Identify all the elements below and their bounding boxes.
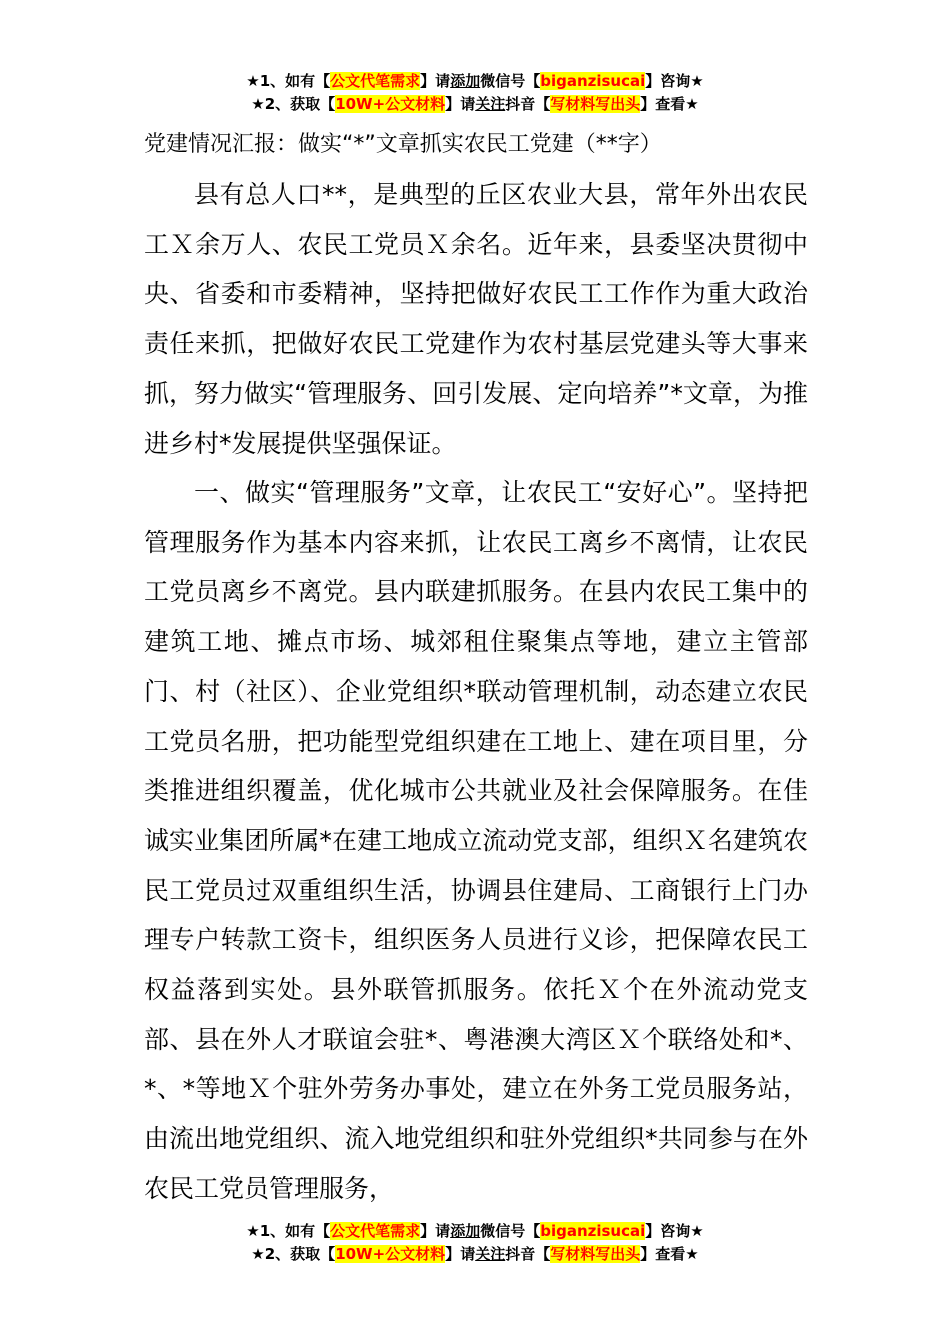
paragraph-intro: 县有总人口**，是典型的丘区农业大县，常年外出农民工Ｘ余万人、农民工党员Ｘ余名。近年来，县委坚决贯彻中央、省委和市委精神，坚持把做好农民工工作作为重大政治责任来抓，把做好农民工党建作为农村基层党建头等大事来抓，努力做实“管理服务、回引发展、定向培养”*文章，为推进乡村*发展提供坚强保证。 xyxy=(144,180,808,458)
promo-prefix: ★1、如有【 xyxy=(246,1222,331,1240)
promo-suffix: 】查看★ xyxy=(640,95,699,113)
promo-underline: 添加 xyxy=(450,1222,481,1240)
promo-prefix: ★1、如有【 xyxy=(246,72,331,90)
promo-prefix: ★2、获取【 xyxy=(251,1245,336,1263)
promo-text: 微信号【 xyxy=(480,1222,541,1240)
promo-text: 】请 xyxy=(445,95,476,113)
promo-underline: 添加 xyxy=(450,72,481,90)
footer-promo-line-2 xyxy=(0,1243,950,1265)
promo-text: 抖音【 xyxy=(505,1245,551,1263)
promo-text: 抖音【 xyxy=(505,95,551,113)
promo-highlight-materials: 10W+公文材料 xyxy=(335,95,446,113)
promo-highlight-wechat: biganzisucai xyxy=(540,1222,646,1240)
promo-prefix: ★2、获取【 xyxy=(251,95,336,113)
promo-highlight-douyin: 写材料写出头 xyxy=(550,95,641,113)
promo-text: 】请 xyxy=(445,1245,476,1263)
promo-highlight-wechat: biganzisucai xyxy=(540,72,646,90)
promo-text: 】请 xyxy=(420,72,451,90)
promo-suffix: 】查看★ xyxy=(640,1245,699,1263)
paragraph-section-one: 一、做实“管理服务”文章，让农民工“安好心”。坚持把管理服务作为基本内容来抓，让农民工离乡不离情，让农民工党员离乡不离党。县内联建抓服务。在县内农民工集中的建筑工地、摊点市场、城郊租住聚集点等地，建立主管部门、村（社区）、企业党组织*联动管理机制，动态建立农民工党员名册，把功能型党组织建在工地上、建在项目里，分类推进组织覆盖，优化城市公共就业及社会保障服务。在佳诚实业集团所属*在建工地成立流动党支部，组织Ｘ名建筑农民工党员过双重组织生活，协调县住建局、工商银行上门办理专户转款工资卡，组织医务人员进行义诊，把保障农民工权益落到实处。县外联管抓服务。依托Ｘ个在外流动党支部、县在外人才联谊会驻*、粤港澳大湾区Ｘ个联络处和*、*、*等地Ｘ个驻外劳务办事处，建立在外务工党员服务站，由流出地党组织、流入地党组织和驻外党组织*共同参与在外农民工党员管理服务， xyxy=(144,478,808,1203)
promo-text: 微信号【 xyxy=(480,72,541,90)
promo-highlight-materials: 10W+公文材料 xyxy=(335,1245,446,1263)
document-title: 党建情况汇报：做实“*”文章抓实农民工党建（**字） xyxy=(144,132,662,157)
header-promo-line-2 xyxy=(0,93,950,115)
promo-text: 】请 xyxy=(420,1222,451,1240)
footer-promo-line-1 xyxy=(0,1220,950,1242)
promo-highlight-service: 公文代笔需求 xyxy=(330,1222,421,1240)
promo-suffix: 】咨询★ xyxy=(645,72,704,90)
promo-underline: 关注 xyxy=(475,95,506,113)
promo-highlight-service: 公文代笔需求 xyxy=(330,72,421,90)
promo-highlight-douyin: 写材料写出头 xyxy=(550,1245,641,1263)
promo-underline: 关注 xyxy=(475,1245,506,1263)
header-promo-line-1 xyxy=(0,70,950,92)
promo-suffix: 】咨询★ xyxy=(645,1222,704,1240)
